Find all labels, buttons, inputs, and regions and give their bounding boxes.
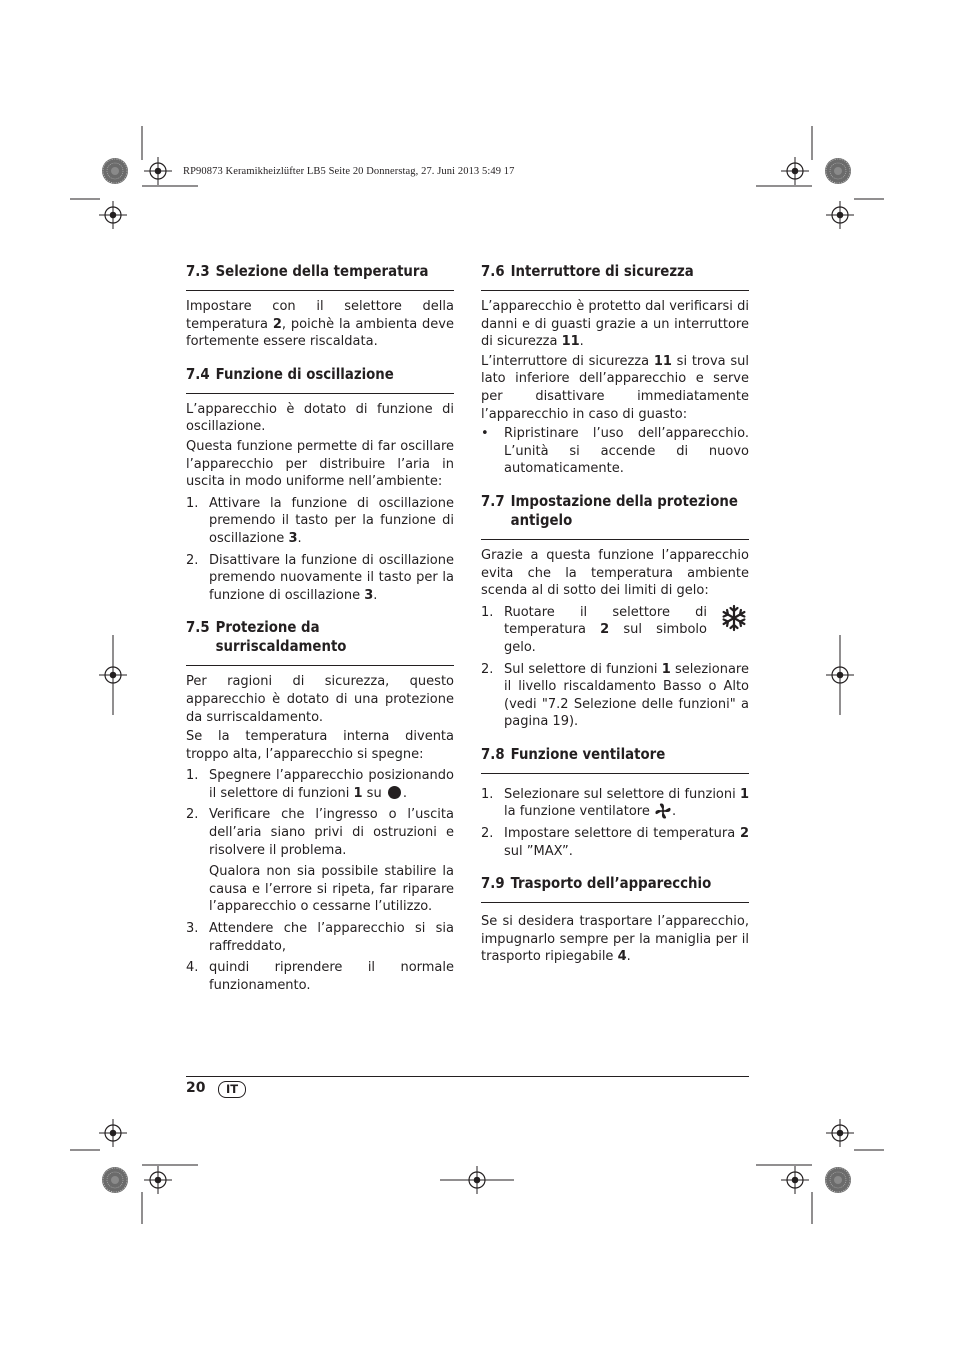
print-slug: RP90873 Keramikheizlüfter LB5 Seite 20 Donnerstag, 27. Juni 2013 5:49 17 — [183, 166, 515, 177]
paragraph: L’apparecchio è dotato di funzione di oscillazione. — [186, 401, 454, 435]
section-heading: 7.8 Funzione ventilatore — [481, 745, 749, 774]
paragraph: Impostare con il selettore della temperatura 2, poichè la ambienta deve fortemente essere riscaldata. — [186, 299, 454, 350]
section-7-3 — [186, 262, 454, 351]
left-column — [186, 262, 454, 1008]
section-7-6 — [481, 262, 749, 478]
section-7-7 — [481, 492, 749, 731]
section-heading: 7.4 Funzione di oscillazione — [186, 365, 454, 394]
page-number: 20 — [186, 1080, 206, 1096]
list-item: • Ripristinare l’uso dell’apparecchio. L’unità si accende di nuovo automaticamente. — [481, 426, 749, 477]
section-heading: 7.3 Selezione della temperatura — [186, 262, 454, 291]
list-item: 1. Spegnere l’apparecchio posizionando il selettore di funzioni 1 su . — [186, 768, 454, 801]
paragraph: Se si desidera trasportare l’apparecchio, impugnarlo sempre per la maniglia per il trasporto ripiegabile 4. — [481, 914, 749, 965]
right-column — [481, 262, 749, 980]
section-heading: 7.5 Protezione da surriscaldamento — [186, 618, 454, 666]
section-heading: 7.9 Trasporto dell’apparecchio — [481, 874, 749, 903]
list-item: 2. Verificare che l’ingresso o l’uscita dell’aria siano privi di ostruzioni e risolvere il problema. Qualora non sia possibile stabilire la causa e l’errore si ripeta, far riparare l’apparecchio o cessarne l’utilizzo. — [186, 807, 454, 915]
language-badge: IT — [218, 1081, 246, 1098]
numbered-list — [481, 604, 749, 731]
section-7-8 — [481, 745, 749, 860]
fan-icon — [655, 803, 671, 819]
footer-rule — [186, 1076, 749, 1077]
paragraph: Per ragioni di sicurezza, questo apparecchio è dotato di una protezione da surriscaldamento. — [186, 674, 454, 725]
section-7-9 — [481, 874, 749, 966]
list-item: 2. Sul selettore di funzioni 1 selezionare il livello riscaldamento Basso o Alto (vedi "7.2 Selezione delle funzioni" a pagina 19). — [481, 661, 749, 730]
paragraph: Questa funzione permette di far oscillare l’apparecchio per distribuire l’aria in uscita in modo uniforme nell’ambiente: — [186, 438, 454, 490]
section-heading: 7.6 Interruttore di sicurezza — [481, 262, 749, 291]
bullet-list — [481, 425, 749, 478]
numbered-list — [186, 767, 454, 994]
paragraph: Grazie a questa funzione l’apparecchio evita che la temperatura ambiente scenda al di sotto dei limiti di gelo: — [481, 547, 749, 599]
snowflake-icon — [719, 603, 749, 633]
list-item: 1. Attivare la funzione di oscillazione premendo il tasto per la funzione di oscillazione 3. — [186, 495, 454, 546]
list-item: 3. Attendere che l’apparecchio si sia raffreddato, — [186, 921, 454, 954]
list-item: 1. Ruotare il selettore di temperatura 2 sul simbolo gelo. — [481, 604, 749, 657]
numbered-list — [186, 495, 454, 605]
paragraph: Se la temperatura interna diventa troppo alta, l’apparecchio si spegne: — [186, 729, 454, 762]
list-item: 4. quindi riprendere il normale funzionamento. — [186, 960, 454, 993]
off-dot-icon — [388, 786, 401, 799]
paragraph: L’apparecchio è protetto dal verificarsi di danni e di guasti grazie a un interruttore di sicurezza 11. — [481, 299, 749, 350]
section-heading: 7.7 Impostazione della protezione antigelo — [481, 492, 749, 540]
numbered-list — [481, 786, 749, 860]
list-item: 1. Selezionare sul selettore di funzioni 1 la funzione ventilatore . — [481, 786, 749, 820]
paragraph: L’interruttore di sicurezza 11 si trova sul lato inferiore dell’apparecchio e serve per disattivare immediatamente l’apparecchio in caso di guasto: — [481, 353, 749, 422]
list-item: 2. Impostare selettore di temperatura 2 sul ”MAX”. — [481, 826, 749, 859]
section-7-4 — [186, 365, 454, 605]
list-item: 2. Disattivare la funzione di oscillazione premendo nuovamente il tasto per la funzione di oscillazione 3. — [186, 552, 454, 603]
section-7-5 — [186, 618, 454, 994]
